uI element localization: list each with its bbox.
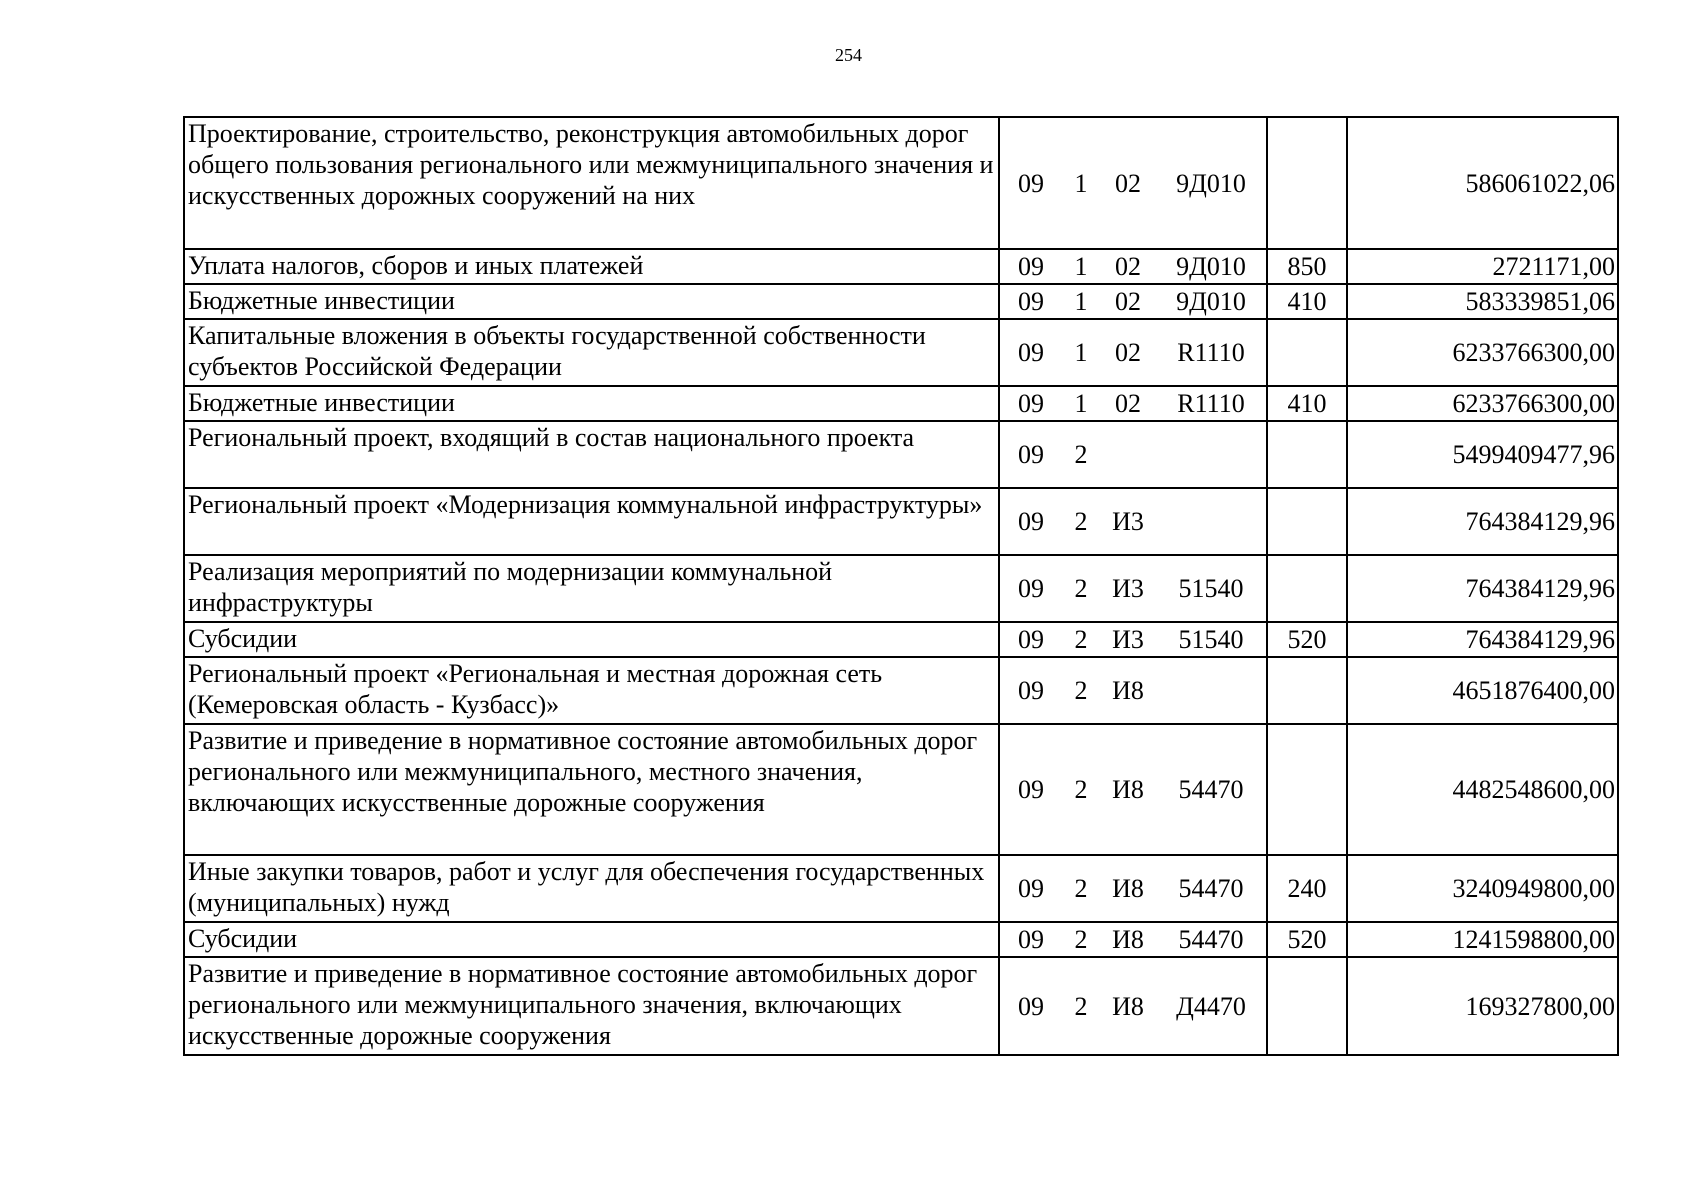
- row-expense-type: [1267, 724, 1347, 855]
- code-direction: 9Д010: [1176, 168, 1246, 198]
- budget-table: [183, 116, 1619, 1056]
- row-codes: [999, 957, 1267, 1055]
- code-event: 02: [1115, 389, 1141, 418]
- code-subprogram: 1: [1074, 389, 1088, 418]
- page-number: 254: [835, 45, 862, 65]
- code-program: 09: [1018, 507, 1044, 536]
- row-codes: [999, 922, 1267, 957]
- row-name: Региональный проект, входящий в состав национального проекта: [184, 421, 999, 488]
- table-row: [184, 386, 1618, 421]
- row-name: Субсидии: [184, 922, 999, 957]
- code-subprogram: 2: [1074, 507, 1088, 536]
- row-name: Развитие и приведение в нормативное состояние автомобильных дорог регионального или межмуниципального, местного значения, включающих искусственные дорожные сооружения: [184, 724, 999, 855]
- row-codes: [999, 421, 1267, 488]
- row-name: Развитие и приведение в нормативное состояние автомобильных дорог регионального или межмуниципального значения, включающих искусственные дорожные сооружения: [184, 957, 999, 1055]
- row-amount: 6233766300,00: [1347, 386, 1618, 421]
- code-subprogram: 2: [1074, 625, 1088, 654]
- code-event: И3: [1112, 574, 1144, 603]
- code-event: И8: [1112, 874, 1144, 903]
- row-name: Капитальные вложения в объекты государственной собственности субъектов Российской Федерации: [184, 319, 999, 386]
- table-row: [184, 421, 1618, 488]
- code-program: 09: [1018, 168, 1044, 198]
- row-amount: 169327800,00: [1347, 957, 1618, 1055]
- code-program: 09: [1018, 991, 1044, 1021]
- row-codes: [999, 555, 1267, 622]
- row-amount: 764384129,96: [1347, 488, 1618, 555]
- row-amount: 764384129,96: [1347, 555, 1618, 622]
- row-expense-type: [1267, 957, 1347, 1055]
- code-program: 09: [1018, 676, 1044, 705]
- code-direction: 54470: [1178, 925, 1244, 954]
- row-name: Бюджетные инвестиции: [184, 284, 999, 319]
- row-codes: [999, 657, 1267, 724]
- row-amount: 764384129,96: [1347, 622, 1618, 657]
- row-codes: [999, 249, 1267, 284]
- row-codes: [999, 284, 1267, 319]
- code-event: 02: [1115, 168, 1141, 198]
- table-row: [184, 855, 1618, 922]
- row-name: Бюджетные инвестиции: [184, 386, 999, 421]
- row-amount: 583339851,06: [1347, 284, 1618, 319]
- row-codes: [999, 488, 1267, 555]
- code-direction: 51540: [1178, 625, 1244, 654]
- row-expense-type: 850: [1267, 249, 1347, 284]
- row-expense-type: 520: [1267, 622, 1347, 657]
- row-name: Региональный проект «Модернизация коммунальной инфраструктуры»: [184, 488, 999, 555]
- row-amount: 4482548600,00: [1347, 724, 1618, 855]
- row-codes: [999, 319, 1267, 386]
- code-program: 09: [1018, 440, 1044, 469]
- table-row: [184, 284, 1618, 319]
- code-program: 09: [1018, 252, 1044, 281]
- code-program: 09: [1018, 389, 1044, 418]
- table-row: [184, 488, 1618, 555]
- code-event: И3: [1112, 625, 1144, 654]
- code-subprogram: 2: [1074, 676, 1088, 705]
- code-program: 09: [1018, 625, 1044, 654]
- code-program: 09: [1018, 775, 1044, 804]
- table-row: [184, 922, 1618, 957]
- row-amount: 6233766300,00: [1347, 319, 1618, 386]
- table-row: [184, 319, 1618, 386]
- row-expense-type: [1267, 117, 1347, 249]
- row-amount: 4651876400,00: [1347, 657, 1618, 724]
- code-event: И8: [1112, 676, 1144, 705]
- code-event: И8: [1112, 775, 1144, 804]
- table-row: [184, 724, 1618, 855]
- code-event: 02: [1115, 338, 1141, 367]
- row-expense-type: [1267, 555, 1347, 622]
- row-codes: [999, 855, 1267, 922]
- code-subprogram: 1: [1074, 287, 1088, 316]
- code-program: 09: [1018, 874, 1044, 903]
- row-expense-type: [1267, 488, 1347, 555]
- code-direction: 9Д010: [1176, 287, 1246, 316]
- code-subprogram: 2: [1074, 874, 1088, 903]
- code-direction: R1110: [1177, 338, 1245, 367]
- code-direction: 54470: [1178, 775, 1244, 804]
- code-event: И3: [1112, 507, 1144, 536]
- code-program: 09: [1018, 925, 1044, 954]
- row-name: Проектирование, строительство, реконструкция автомобильных дорог общего пользования регионального или межмуниципального значения и искусственных дорожных сооружений на них: [184, 117, 999, 249]
- code-event: 02: [1115, 287, 1141, 316]
- row-expense-type: [1267, 657, 1347, 724]
- code-subprogram: 1: [1074, 252, 1088, 281]
- row-expense-type: [1267, 421, 1347, 488]
- row-codes: [999, 622, 1267, 657]
- code-subprogram: 2: [1074, 440, 1088, 469]
- row-expense-type: 240: [1267, 855, 1347, 922]
- code-subprogram: 1: [1074, 338, 1088, 367]
- code-program: 09: [1018, 338, 1044, 367]
- row-expense-type: 410: [1267, 386, 1347, 421]
- row-name: Уплата налогов, сборов и иных платежей: [184, 249, 999, 284]
- row-name: Реализация мероприятий по модернизации коммунальной инфраструктуры: [184, 555, 999, 622]
- code-event: И8: [1112, 925, 1144, 954]
- table-row: [184, 249, 1618, 284]
- row-amount: 586061022,06: [1347, 117, 1618, 249]
- code-direction: 9Д010: [1176, 252, 1246, 281]
- code-subprogram: 2: [1074, 775, 1088, 804]
- table-row: [184, 622, 1618, 657]
- table-row: [184, 657, 1618, 724]
- row-codes: [999, 386, 1267, 421]
- row-amount: 3240949800,00: [1347, 855, 1618, 922]
- row-amount: 2721171,00: [1347, 249, 1618, 284]
- code-direction: Д4470: [1176, 991, 1246, 1021]
- code-direction: 51540: [1178, 574, 1244, 603]
- code-program: 09: [1018, 574, 1044, 603]
- table-row: [184, 117, 1618, 249]
- row-expense-type: 520: [1267, 922, 1347, 957]
- row-codes: [999, 117, 1267, 249]
- code-direction: R1110: [1177, 389, 1245, 418]
- code-subprogram: 2: [1074, 925, 1088, 954]
- row-amount: 1241598800,00: [1347, 922, 1618, 957]
- row-name: Региональный проект «Региональная и местная дорожная сеть (Кемеровская область - Кузбасс)»: [184, 657, 999, 724]
- row-amount: 5499409477,96: [1347, 421, 1618, 488]
- row-codes: [999, 724, 1267, 855]
- row-name: Иные закупки товаров, работ и услуг для обеспечения государственных (муниципальных) нужд: [184, 855, 999, 922]
- code-direction: 54470: [1178, 874, 1244, 903]
- code-event: 02: [1115, 252, 1141, 281]
- code-subprogram: 2: [1074, 991, 1088, 1021]
- code-event: И8: [1112, 991, 1144, 1021]
- code-subprogram: 2: [1074, 574, 1088, 603]
- code-subprogram: 1: [1074, 168, 1088, 198]
- row-expense-type: [1267, 319, 1347, 386]
- row-expense-type: 410: [1267, 284, 1347, 319]
- row-name: Субсидии: [184, 622, 999, 657]
- table-row: [184, 555, 1618, 622]
- code-program: 09: [1018, 287, 1044, 316]
- table-row: [184, 957, 1618, 1055]
